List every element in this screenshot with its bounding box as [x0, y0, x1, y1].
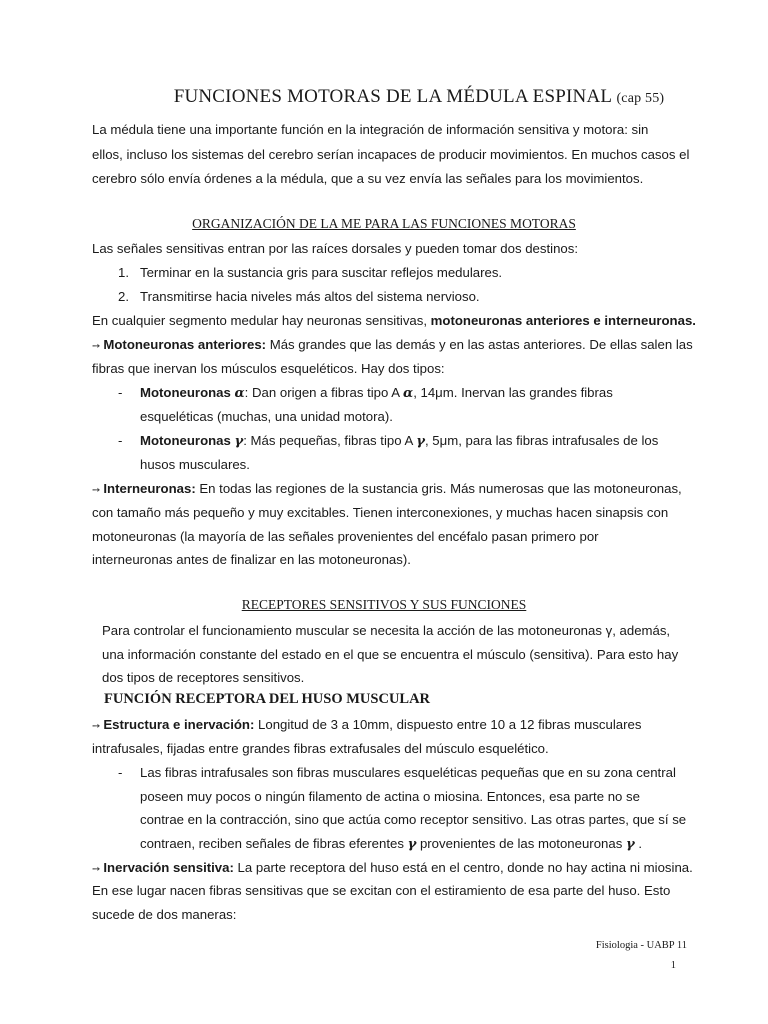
intro-line: cerebro sólo envía órdenes a la médula, que a su vez envía las señales para los movimientos.: [92, 171, 644, 186]
fibras-text: provenientes de las motoneuronas: [416, 836, 626, 851]
gamma-symbol: γ: [234, 434, 244, 449]
footer-course: Fisiologia - UABP 11: [595, 940, 687, 951]
fibras-item-line: [140, 835, 642, 854]
paragraph-line: Las señales sensitivas entran por las raíces dorsales y pueden tomar dos destinos:: [92, 241, 579, 256]
paragraph-line: fibras que inervan los músculos esqueléticos. Hay dos tipos:: [92, 361, 445, 376]
fibras-item-line: contrae en la contracción, sino que actúa como receptor sensitivo. Las otras partes, que sí se: [140, 812, 687, 827]
inervacion-text: La parte receptora del huso está en el centro, donde no hay actina ni miosina.: [233, 860, 693, 875]
paragraph-line: dos tipos de receptores sensitivos.: [102, 670, 305, 685]
list-item: Terminar en la sustancia gris para suscitar reflejos medulares.: [140, 265, 503, 280]
alpha-label: Motoneuronas: [140, 385, 235, 400]
alpha-symbol: α: [403, 386, 414, 401]
paragraph-line: con tamaño más pequeño y muy excitables. Tienen interconexiones, y muchas hacen sinapsis con: [92, 505, 669, 520]
alpha-text: , 14μm. Inervan las grandes fibras: [413, 385, 613, 400]
arrow-icon: ➙: [92, 864, 101, 875]
section-heading-organizacion: ORGANIZACIÓN DE LA ME PARA LAS FUNCIONES MOTORAS: [192, 216, 576, 231]
arrow-icon: ➙: [92, 341, 101, 352]
intro-line: ellos, incluso los sistemas del cerebro serían incapaces de producir movimientos. En muchos casos el: [92, 147, 690, 162]
arrow-icon: ➙: [92, 485, 101, 496]
gamma-item-line: husos musculares.: [140, 457, 250, 472]
paragraph-line: [92, 336, 693, 356]
intro-line: La médula tiene una importante función en la integración de información sensitiva y motora: sin: [92, 122, 649, 137]
paragraph-line: [92, 859, 693, 879]
paragraph-line: [92, 312, 696, 330]
fibras-item-line: poseen muy pocos o ningún filamento de actina o miosina. Entonces, esa parte no se: [140, 789, 640, 804]
motoneuronas-label: Motoneuronas anteriores:: [103, 337, 267, 352]
paragraph-line: interneuronas antes de finalizar en las motoneuronas).: [92, 552, 411, 567]
paragraph-line: En ese lugar nacen fibras sensitivas que se excitan con el estiramiento de esa parte del huso. Esto: [92, 883, 671, 898]
dash-bullet: -: [118, 765, 123, 780]
section-heading-receptores: RECEPTORES SENSITIVOS Y SUS FUNCIONES: [241, 597, 527, 612]
alpha-text: : Dan origen a fibras tipo A: [244, 385, 404, 400]
paragraph-line: Para controlar el funcionamiento muscular se necesita la acción de las motoneuronas γ, además,: [102, 623, 671, 638]
title-chapter: (cap 55): [616, 91, 665, 106]
dash-bullet: -: [118, 385, 123, 400]
motoneuronas-text: Más grandes que las demás y en las astas anteriores. De ellas salen las: [266, 337, 693, 352]
gamma-label: Motoneuronas: [140, 433, 235, 448]
alpha-item-line: esqueléticas (muchas, una unidad motora).: [140, 409, 393, 424]
paragraph-line: motoneuronas (la mayoría de las señales provenientes del encéfalo pasan primero por: [92, 529, 599, 544]
paragraph-line: sucede de dos maneras:: [92, 907, 237, 922]
title-main: FUNCIONES MOTORAS DE LA MÉDULA ESPINAL: [173, 86, 612, 107]
inervacion-label: Inervación sensitiva:: [103, 860, 234, 875]
gamma-text: , 5μm, para las fibras intrafusales de los: [424, 433, 659, 448]
alpha-item: [140, 384, 613, 403]
gamma-symbol: γ: [416, 434, 425, 449]
fibras-item: Las fibras intrafusales son fibras musculares esqueléticas pequeñas que en su zona central: [140, 765, 676, 780]
paragraph-line: [92, 716, 641, 736]
list-item: Transmitirse hacia niveles más altos del sistema nervioso.: [140, 289, 480, 304]
estructura-label: Estructura e inervación:: [103, 717, 255, 732]
page-title: [0, 86, 768, 108]
arrow-icon: ➙: [92, 721, 101, 732]
dash-bullet: -: [118, 433, 123, 448]
paragraph-line: [92, 480, 682, 500]
fibras-text: .: [634, 836, 643, 851]
list-number: 2.: [118, 289, 129, 304]
estructura-text: Longitud de 3 a 10mm, dispuesto entre 10 a 12 fibras musculares: [254, 717, 642, 732]
segment-bold: motoneuronas anteriores e interneuronas.: [430, 313, 696, 328]
subheading-huso: FUNCIÓN RECEPTORA DEL HUSO MUSCULAR: [104, 691, 431, 707]
segment-text: En cualquier segmento medular hay neuronas sensitivas,: [92, 313, 431, 328]
interneuronas-label: Interneuronas:: [103, 481, 196, 496]
page-number: 1: [670, 960, 676, 971]
paragraph-line: una información constante del estado en el que se encuentra el músculo (sensitiva). Para esto hay: [102, 647, 679, 662]
alpha-symbol: α: [234, 386, 245, 401]
gamma-item: [140, 432, 658, 451]
gamma-symbol: γ: [625, 837, 635, 852]
paragraph-line: intrafusales, fijadas entre grandes fibras extrafusales del músculo esquelético.: [92, 741, 549, 756]
gamma-text: : Más pequeñas, fibras tipo A: [243, 433, 417, 448]
fibras-text: contraen, reciben señales de fibras eferentes: [140, 836, 408, 851]
list-number: 1.: [118, 265, 129, 280]
gamma-symbol: γ: [407, 837, 417, 852]
interneuronas-text: En todas las regiones de la sustancia gris. Más numerosas que las motoneuronas,: [195, 481, 682, 496]
